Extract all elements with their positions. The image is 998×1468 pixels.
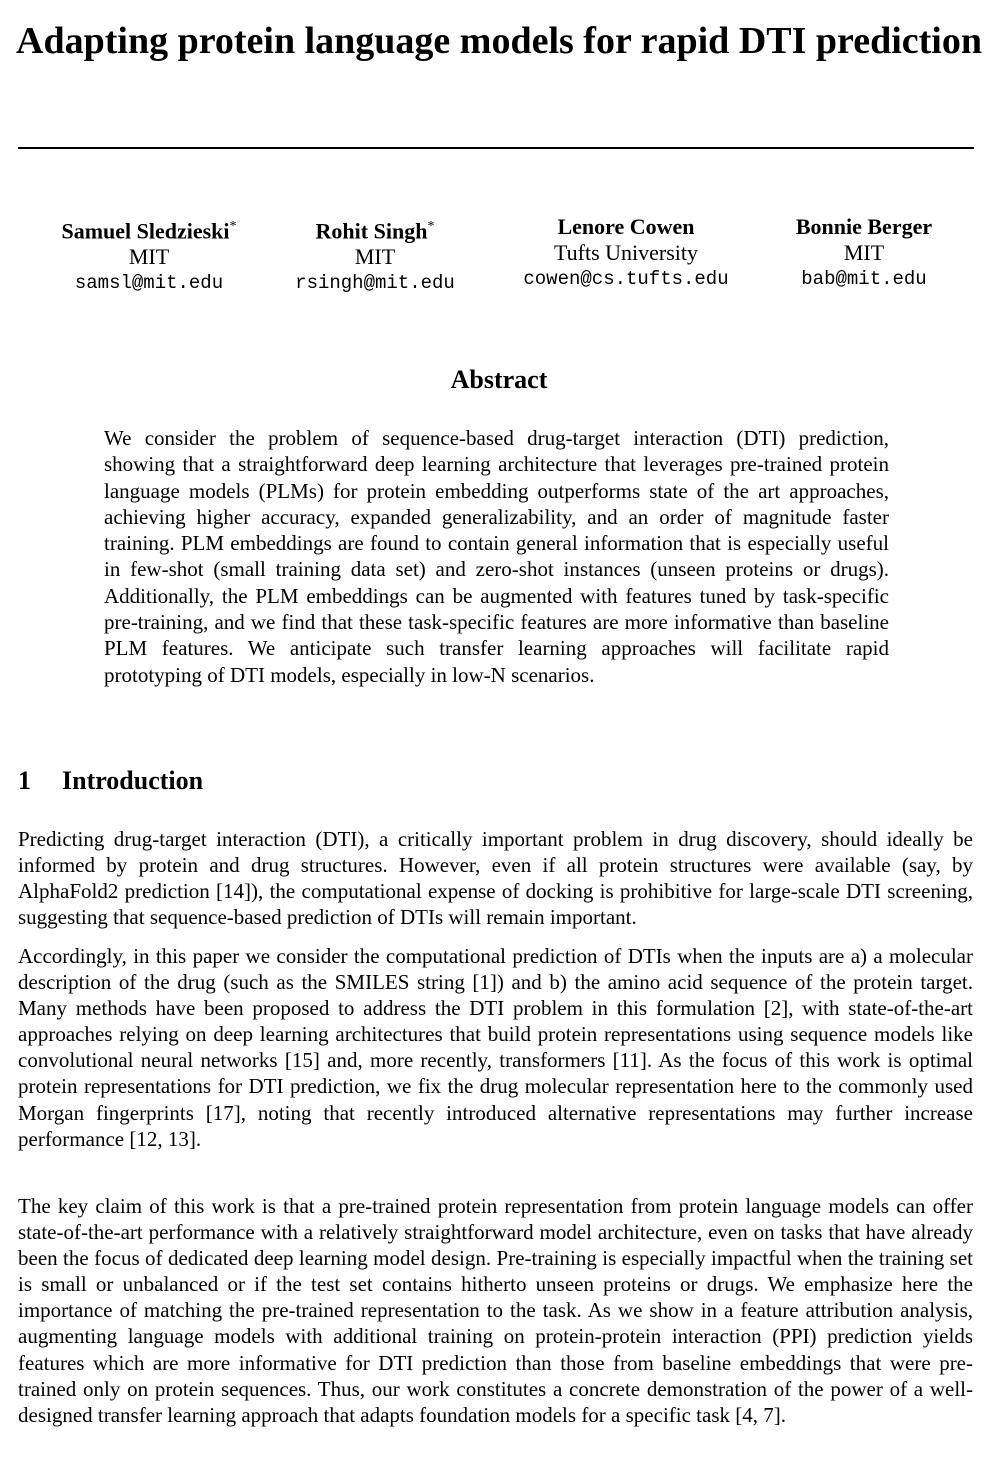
section-title: Introduction	[62, 766, 204, 795]
author-affiliation: MIT	[128, 244, 170, 270]
body-paragraph: Predicting drug-target interaction (DTI), a critically important problem in drug discovery, should ideally be informed by protein and drug structures. However, even if all protein structures were available (say, by AlphaFold2 prediction [14]), the computational expense of docking is prohibitive for large-scale DTI screening, suggesting that sequence-based prediction of DTIs will remain important.	[18, 827, 973, 930]
body-paragraph: The key claim of this work is that a pre-trained protein representation from protein language models can offer state-of-the-art performance with a relatively straightforward model architecture, even on tasks that have already been the focus of dedicated deep learning model design. Pre-training is especially impactful when the training set is small or unbalanced or if the test set contains hitherto unseen proteins or drugs. We emphasize here the importance of matching the pre-trained representation to the task. As we show in a feature attribution analysis, augmenting language models with additional training on protein-protein interaction (PPI) prediction yields features which are more informative for DTI prediction than those from baseline embeddings that were pre-trained only on protein sequences. Thus, our work constitutes a concrete demonstration of the power of a well-designed transfer learning approach that adapts foundation models for a specific task [4, 7].	[18, 1194, 973, 1427]
author-name: Bonnie Berger	[795, 214, 933, 239]
paper-title: Adapting protein language models for rapid DTI prediction	[16, 20, 982, 62]
author-name: Samuel Sledzieski*	[61, 218, 237, 244]
author-affiliation: Tufts University	[553, 240, 699, 265]
section-number: 1	[18, 766, 31, 795]
title-rule	[18, 147, 974, 149]
abstract-heading: Abstract	[450, 365, 548, 394]
abstract-text: We consider the problem of sequence-based drug-target interaction (DTI) prediction, showing that a straightforward deep learning architecture that leverages pre-trained protein language models (PLMs) for protein embedding outperforms state of the art approaches, achieving higher accuracy, expanded generalizability, and an order of magnitude faster training. PLM embeddings are found to contain general information that is especially useful in few-shot (small training data set) and zero-shot instances (unseen proteins or drugs). Additionally, the PLM embeddings can be augmented with features tuned by task-specific pre-training, and we find that these task-specific features are more informative than baseline PLM features. We anticipate such transfer learning approaches will facilitate rapid prototyping of DTI models, especially in low-N scenarios.	[104, 426, 889, 687]
author-email: cowen@cs.tufts.edu	[523, 268, 729, 290]
equal-contribution-mark: *	[427, 219, 435, 234]
author-email: bab@mit.edu	[801, 268, 927, 290]
author-email: rsingh@mit.edu	[295, 272, 455, 295]
author-block	[500, 214, 752, 292]
author-email: samsl@mit.edu	[74, 272, 224, 295]
author-block	[770, 214, 958, 292]
section-heading	[18, 764, 203, 798]
author-block	[40, 214, 258, 296]
author-name: Rohit Singh*	[315, 218, 435, 244]
author-name: Lenore Cowen	[557, 214, 695, 239]
author-affiliation: MIT	[843, 240, 885, 265]
equal-contribution-mark: *	[229, 219, 237, 234]
author-affiliation: MIT	[354, 244, 396, 270]
author-block	[275, 214, 475, 296]
body-paragraph: Accordingly, in this paper we consider the computational prediction of DTIs when the inputs are a) a molecular description of the drug (such as the SMILES string [1]) and b) the amino acid sequence of the protein target. Many methods have been proposed to address the DTI problem in this formulation [2], with state-of-the-art approaches relying on deep learning architectures that build protein representations using sequence models like convolutional neural networks [15] and, more recently, transformers [11]. As the focus of this work is optimal protein representations for DTI prediction, we fix the drug molecular representation here to the commonly used Morgan fingerprints [17], noting that recently introduced alternative representations may further increase performance [12, 13].	[18, 944, 973, 1151]
